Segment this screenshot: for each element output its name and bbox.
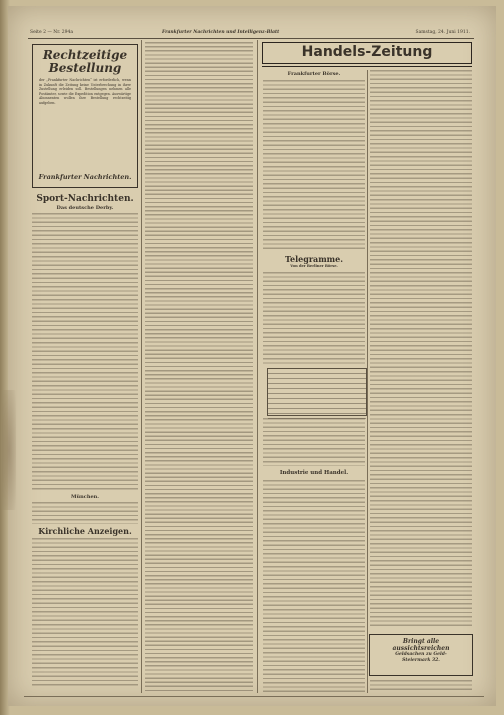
- sport-subtitle: Das deutsche Derby.: [56, 205, 114, 211]
- munich-text: [32, 502, 138, 524]
- ad-line: Bringt alle aussichtsreichen: [392, 638, 450, 652]
- paper-stain: [2, 390, 16, 510]
- ad-signature: Frankfurter Nachrichten.: [38, 173, 132, 181]
- industry-trade-text: [263, 480, 365, 692]
- ad-line: Steiermark 32.: [402, 658, 440, 663]
- market-notes-text: [263, 418, 365, 466]
- sport-article-text: [32, 213, 138, 491]
- handels-zeitung-masthead: Handels-Zeitung: [262, 42, 472, 64]
- page-number: Seite 2 — Nr. 294a: [30, 30, 74, 35]
- column-divider: [257, 40, 258, 693]
- masthead-rule: [262, 66, 472, 67]
- exchange-report-text: [263, 80, 365, 250]
- money-ad-box: [369, 634, 473, 676]
- bottom-rule: [24, 696, 484, 697]
- sport-section-title: Sport-Nachrichten.: [36, 194, 134, 204]
- business-news-column: [370, 70, 472, 628]
- telegrams-subtitle: Von der Berliner Börse.: [290, 264, 338, 268]
- ad-text: der „Frankfurter Nachrichten“ ist erforderlich, wenn in Zukunft die Zeitung keine Unterbrechung in ihrer Zustellung erleiden soll. Bestellungen nehmen alle Postämter, sowie die Expedition entgegen. Auswärtige Abonnenten wollen ihre Bestellung rechtzeitig aufgeben.: [39, 78, 131, 105]
- frankfurt-exchange-heading: Frankfurter Börse.: [287, 71, 341, 77]
- munich-heading: München.: [70, 494, 100, 500]
- issue-date: Samstag, 24. Juni 1911.: [415, 30, 470, 35]
- telegrams-text: [263, 272, 365, 366]
- telegrams-title: Telegramme.: [284, 254, 344, 264]
- church-notices-title: Kirchliche Anzeigen.: [38, 526, 132, 536]
- church-notices-text: [32, 538, 138, 688]
- exchange-rate-table: [267, 368, 367, 416]
- stock-listings-column: [145, 42, 253, 692]
- ad-title: Rechtzeitige Bestellung: [42, 48, 128, 75]
- newspaper-name: Frankfurter Nachrichten und Intelligenz-Blatt: [162, 30, 280, 35]
- industry-trade-heading: Industrie und Handel.: [279, 470, 349, 476]
- footer-text: [370, 680, 472, 692]
- ad-line: Geldsachen zu Geld-: [395, 652, 447, 657]
- header-rule: [28, 38, 474, 39]
- subscription-ad-box: [32, 44, 138, 188]
- column-divider: [141, 40, 142, 693]
- column-divider: [367, 70, 368, 693]
